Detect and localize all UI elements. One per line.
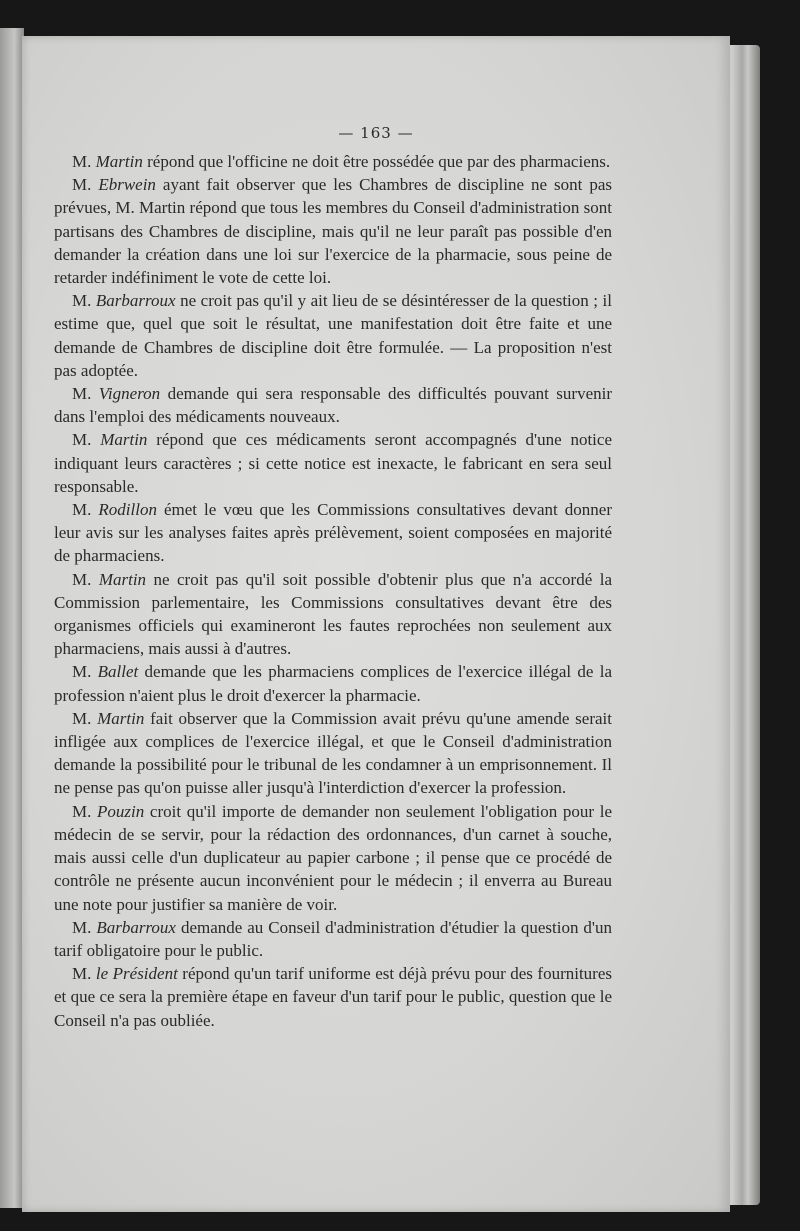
paragraph: M. Ballet demande que les pharmaciens complices de l'exercice illégal de la profession n'aient plus le droit d'exercer la pharmacie. bbox=[54, 662, 612, 705]
speaker-name: le Président bbox=[95, 964, 178, 984]
speaker-name: Martin bbox=[100, 430, 148, 450]
paragraph: M. Ebrwein ayant fait observer que les Chambres de discipline ne sont pas prévues, M. Martin répond que tous les membres du Conseil d'administration sont partisans des Chambres de discipline, mais qu'il ne leur paraît pas possible d'en demander la création dans une loi sur l'exercice de la pharmacie, sous peine de retarder indéfiniment le vote de cette loi. bbox=[54, 175, 612, 288]
speaker-name: Barbarroux bbox=[95, 291, 176, 311]
paragraph: M. Martin ne croit pas qu'il soit possible d'obtenir plus que n'a accordé la Commission parlementaire, les Commissions consultatives devant être des organismes officiels qui examineront les fautes reprochées non seulement aux pharmaciens, mais aussi à d'autres. bbox=[54, 569, 612, 659]
speaker-name: Ballet bbox=[97, 662, 139, 682]
paragraph: M. Barbarroux ne croit pas qu'il y ait lieu de se désintéresser de la question ; il estime que, quel que soit le résultat, une manifestation doit être faite et une demande de Chambres de discipline doit être formulée. — La proposition n'est pas adoptée. bbox=[54, 291, 612, 380]
paragraph: M. Martin répond que l'officine ne doit être possédée que par des pharmaciens. bbox=[72, 152, 611, 171]
body-text bbox=[54, 150, 612, 1032]
speaker-name: Ebrwein bbox=[98, 175, 156, 195]
paragraph: M. le Président répond qu'un tarif uniforme est déjà prévu pour des fournitures et que ce sera la première étape en faveur d'un tarif pour le public, question que le Conseil n'a pas oubliée. bbox=[54, 964, 612, 1030]
paragraph: M. Rodillon émet le vœu que les Commissions consultatives devant donner leur avis sur les analyses faites après prélèvement, soient composées en majorité de pharmaciens. bbox=[54, 500, 612, 566]
facing-page-edge bbox=[0, 28, 24, 1208]
speaker-name: Pouzin bbox=[97, 801, 145, 821]
speaker-name: Martin bbox=[95, 152, 143, 171]
speaker-name: Rodillon bbox=[98, 500, 157, 520]
paragraph: M. Martin répond que ces médicaments seront accompagnés d'une notice indiquant leurs caractères ; si cette notice est inexacte, le fabricant en sera seul responsable. bbox=[54, 430, 612, 496]
paragraph: M. Martin fait observer que la Commission avait prévu qu'une amende serait infligée aux complices de l'exercice illégal, et que le Conseil d'administration demande la possibilité pour le tribunal de les condamner à un emprisonnement. Il ne pense pas qu'on puisse aller jusqu'à l'interdiction d'exercer la profession. bbox=[54, 708, 613, 798]
speaker-name: Vigneron bbox=[98, 384, 161, 404]
paragraph: M. Pouzin croit qu'il importe de demander non seulement l'obligation pour le médecin de se servir, pour la rédaction des ordonnances, d'un carnet à souche, mais aussi celle d'un duplicateur au papier carbone ; il pense que ce procédé de contrôle ne présente aucun inconvénient pour le médecin ; il enverra au Bureau une note pour justifier sa manière de voir. bbox=[54, 801, 612, 914]
paragraph: M. Barbarroux demande au Conseil d'administration d'étudier la question d'un tarif obligatoire pour le public. bbox=[54, 917, 612, 960]
speaker-name: Martin bbox=[98, 569, 147, 589]
speaker-name: Martin bbox=[97, 708, 145, 728]
paragraph: M. Vigneron demande qui sera responsable des difficultés pouvant survenir dans l'emploi des médicaments nouveaux. bbox=[54, 384, 613, 427]
page-number: — 163 — bbox=[338, 124, 414, 142]
speaker-name: Barbarroux bbox=[96, 917, 176, 937]
